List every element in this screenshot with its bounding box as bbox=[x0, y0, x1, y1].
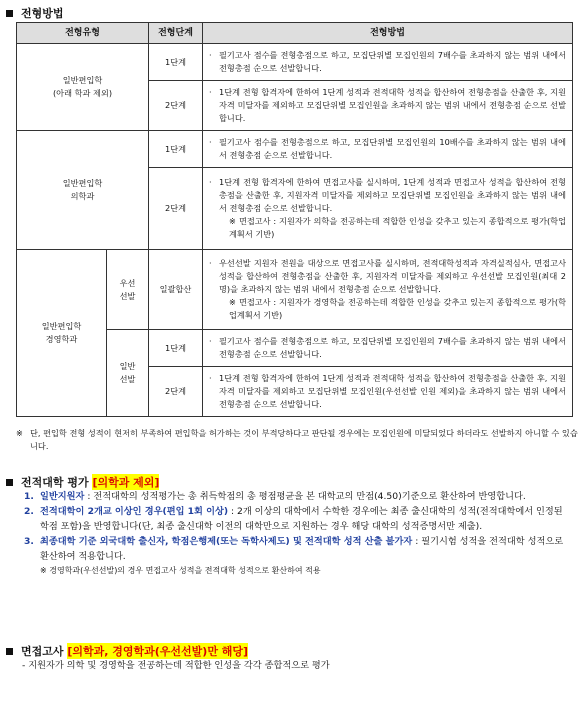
method-cell: · 우선선발 지원자 전원을 대상으로 면접고사를 실시하며, 전적대학성적과 자격실적심사, 면접고사 성적을 합산하여 전형총점을 산출한 후, 지원자격 미달자를 제외하고 우선선발 모집인원(최대 2명)을 초과하지 않는 범위 내에서 전형총점 순으로 선발합니다. ※ 면접고사 : 지원자가 경영학을 전공하는데 적합한 인성을 갖추고 있는지 종합적으로 평가(학업계획서 기반) bbox=[203, 250, 573, 330]
stage-cell: 2단계 bbox=[149, 367, 203, 417]
evaluation-tag: [의학과 제외] bbox=[92, 476, 160, 489]
method-cell: · 필기고사 점수를 전형총점으로 하고, 모집단위별 모집인원의 7배수를 초과하지 않는 범위 내에서 전형총점 순으로 선발합니다. bbox=[203, 44, 573, 81]
table-row bbox=[17, 250, 573, 330]
type-business: 일반편입학 경영학과 bbox=[17, 250, 107, 417]
type-general: 일반편입학 (아래 학과 제외) bbox=[17, 44, 149, 131]
method-cell: · 필기고사 점수를 전형총점으로 하고, 모집단위별 모집인원의 10배수를 초과하지 않는 범위 내에서 전형총점 순으로 선발합니다. bbox=[203, 131, 573, 168]
subtype-priority: 우선 선발 bbox=[107, 250, 149, 330]
method-table bbox=[16, 22, 573, 417]
stage-cell: 2단계 bbox=[149, 168, 203, 250]
stage-cell: 1단계 bbox=[149, 330, 203, 367]
list-item: 1. 일반지원자 : 전적대학의 성적평가는 총 취득학점의 총 평점평균을 본 대학교의 만점(4.50)기준으로 환산하여 반영합니다. bbox=[24, 491, 526, 502]
stage-cell: 1단계 bbox=[149, 44, 203, 81]
table-header-row bbox=[17, 23, 573, 44]
table-footnote: ※ 단, 편입학 전형 성적이 현저히 부족하여 편입학을 허가하는 것이 부적당하다고 판단될 경우에는 모집인원에 미달되었다 하더라도 선발하지 아니할 수 있습니다. bbox=[16, 428, 578, 451]
table-row bbox=[17, 44, 573, 81]
list-item: 2. 전적대학이 2개교 이상인 경우(편입 1회 이상) : 2개 이상의 대학에서 수학한 경우에는 최종 출신대학의 성적(전적대학에서 인정된 학점 포함)을 반영합니다(단, 최종 출신대학 이전의 대학만으로 지원하는 경우 해당 대학의 성적증명서만 제출). bbox=[24, 506, 563, 532]
interview-note: ※ 면접고사 : 지원자가 경영학을 전공하는데 적합한 인성을 갖추고 있는지 종합적으로 평가(학업계획서 기반) bbox=[229, 297, 566, 320]
section-title-method: 전형방법 bbox=[6, 5, 64, 21]
stage-cell: 2단계 bbox=[149, 81, 203, 131]
method-cell: · 1단계 전형 합격자에 한하여 1단계 성적과 전적대학 성적을 합산하여 전형총점을 산출한 후, 지원자격 미달자를 제외하고 모집단위별 모집인원을 초과하지 않는 범위 내에서 전형총점 순으로 선발합니다. bbox=[203, 81, 573, 131]
section-title-interview: 면접고사 [의학과, 경영학과(우선선발)만 해당] bbox=[6, 643, 248, 659]
method-cell: · 1단계 전형 합격자에 한하여 면접고사를 실시하며, 1단계 성적과 면접고사 성적을 합산하여 전형총점을 산출한 후, 지원자격 미달자를 제외하고 모집단위별 모집인원을 초과하지 않는 범위 내에서 전형총점 순으로 선발합니다. ※ 면접고사 : 지원자가 의학을 전공하는데 적합한 인성을 갖추고 있는지 종합적으로 평가(학업계획서 기반) bbox=[203, 168, 573, 250]
section-title-evaluation: 전적대학 평가 [의학과 제외] bbox=[6, 474, 159, 490]
header-stage: 전형단계 bbox=[149, 23, 203, 44]
evaluation-note: ※ 경영학과(우선선발)의 경우 면접고사 성적을 전적대학 성적으로 환산하여 적용 bbox=[40, 566, 321, 575]
evaluation-list bbox=[24, 489, 574, 577]
stage-cell: 1단계 bbox=[149, 131, 203, 168]
interview-line: - 지원자가 의학 및 경영학을 전공하는데 적합한 인성을 각각 종합적으로 평가 bbox=[22, 660, 330, 671]
type-medicine: 일반편입학 의학과 bbox=[17, 131, 149, 250]
interview-tag: [의학과, 경영학과(우선선발)만 해당] bbox=[67, 645, 249, 658]
square-bullet-icon bbox=[6, 648, 13, 655]
stage-cell: 일괄합산 bbox=[149, 250, 203, 330]
list-item: 3. 최종대학 기준 외국대학 출신자, 학점은행제(또는 독학사제도) 및 전적대학 성적 산출 불가자 : 필기시험 성적을 전적대학 성적으로 환산하여 적용합니다. bbox=[24, 536, 564, 562]
method-cell: · 1단계 전형 합격자에 한하여 1단계 성적과 전적대학 성적을 합산하여 전형총점을 산출한 후, 지원자격 미달자를 제외하고 모집단위별 모집인원(우선선발 인원 제외)을 초과하지 않는 범위 내에서 전형총점 순으로 선발합니다. bbox=[203, 367, 573, 417]
square-bullet-icon bbox=[6, 479, 13, 486]
square-bullet-icon bbox=[6, 10, 13, 17]
subtype-general: 일반 선발 bbox=[107, 330, 149, 417]
header-type: 전형유형 bbox=[17, 23, 149, 44]
method-cell: · 필기고사 점수를 전형총점으로 하고, 모집단위별 모집인원의 7배수를 초과하지 않는 범위 내에서 전형총점 순으로 선발합니다. bbox=[203, 330, 573, 367]
table-row bbox=[17, 131, 573, 168]
header-method: 전형방법 bbox=[203, 23, 573, 44]
interview-note: ※ 면접고사 : 지원자가 의학을 전공하는데 적합한 인성을 갖추고 있는지 종합적으로 평가(학업계획서 기반) bbox=[229, 216, 566, 239]
